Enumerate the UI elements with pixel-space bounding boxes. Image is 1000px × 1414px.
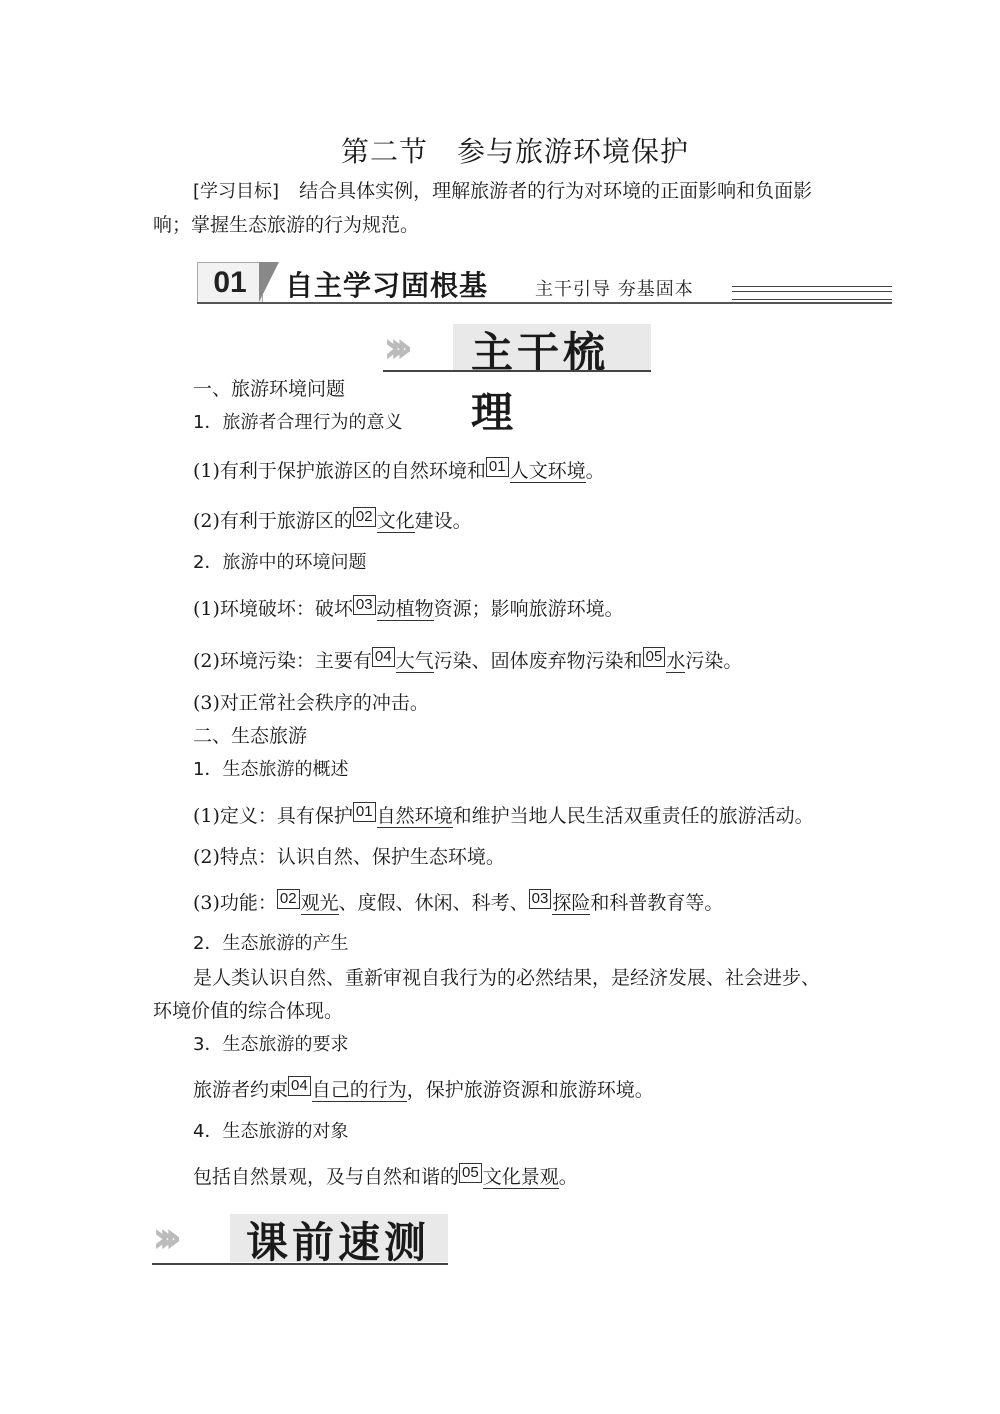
text: 建设。	[414, 510, 472, 532]
learning-goal-text-cont: 响；掌握生态旅游的行为规范。	[153, 214, 420, 236]
learning-goal	[193, 176, 863, 207]
banner-number: 01	[197, 262, 263, 304]
fill-item-6	[193, 801, 814, 831]
text: 和科普教育等。	[590, 892, 724, 914]
text: 。	[558, 1166, 578, 1188]
blank-number-box: 05	[459, 1163, 482, 1183]
heading-2: 二、生态旅游	[193, 725, 308, 747]
fill-item-2	[193, 506, 472, 536]
subheading-2-1: 1．生态旅游的概述	[193, 759, 349, 780]
answer-text: 大气	[395, 650, 434, 672]
blank-number-box: 01	[353, 802, 376, 822]
answer-text: 探险	[552, 892, 591, 914]
blank-number-box: 05	[643, 647, 666, 667]
banner-title: 自主学习固根基	[285, 269, 489, 302]
subheading-2-3: 3．生态旅游的要求	[193, 1034, 349, 1055]
text: (1)有利于保护旅游区的自然环境和	[193, 460, 486, 482]
text: (2)环境污染：主要有	[193, 650, 372, 672]
blank-number-box: 03	[353, 595, 376, 615]
subheading-2-4: 4．生态旅游的对象	[193, 1121, 349, 1142]
text: 包括自然景观，及与自然和谐的	[193, 1166, 460, 1188]
text: (3)功能：	[193, 892, 277, 914]
blank-number-box: 04	[288, 1076, 311, 1096]
section-heading-title: 课前速测	[246, 1218, 431, 1267]
section-heading-title: 主干梳理	[471, 328, 610, 437]
section-banner	[197, 262, 892, 304]
fill-item-10	[193, 1075, 654, 1105]
banner-triangle	[259, 262, 279, 302]
section-heading-underline	[383, 370, 651, 372]
chevrons-icon: ›››	[152, 1212, 171, 1263]
learning-goal-text: 结合具体实例，理解旅游者的行为对环境的正面影响和负面影	[299, 180, 813, 202]
text: 。	[585, 460, 605, 482]
banner-decor-lines	[732, 286, 892, 300]
answer-text: 观光	[300, 892, 339, 914]
section-heading-underline	[152, 1263, 448, 1265]
subheading-1-2: 2．旅游中的环境问题	[193, 552, 367, 573]
chevrons-icon: ›››	[383, 322, 402, 373]
text: (1)环境破坏：破坏	[193, 598, 353, 620]
answer-text: 文化	[376, 510, 415, 532]
answer-text: 人文环境	[509, 460, 586, 482]
page-title: 第二节 参与旅游环境保护	[340, 135, 689, 168]
fill-item-8	[193, 888, 723, 918]
answer-text: 文化景观	[482, 1166, 559, 1188]
text: 污染、固体废弃物污染和	[433, 650, 643, 672]
subheading-2-2: 2．生态旅游的产生	[193, 933, 349, 954]
text: 污染。	[685, 650, 743, 672]
text: 旅游者约束	[193, 1079, 289, 1101]
fill-item-4	[193, 646, 742, 676]
heading-1: 一、旅游环境问题	[193, 378, 346, 400]
paragraph-9-cont: 环境价值的综合体现。	[153, 1000, 344, 1022]
fill-item-3	[193, 594, 624, 624]
item-7: (2)特点：认识自然、保护生态环境。	[193, 846, 505, 868]
section-heading-main	[383, 318, 653, 437]
answer-text: 动植物	[376, 598, 434, 620]
subheading-1-1: 1．旅游者合理行为的意义	[193, 412, 403, 433]
text: 资源；影响旅游环境。	[433, 598, 624, 620]
blank-number-box: 01	[486, 457, 509, 477]
blank-number-box: 04	[372, 647, 395, 667]
learning-goal-label: [学习目标]	[193, 181, 280, 202]
section-heading-quiz	[152, 1208, 452, 1267]
fill-item-1	[193, 456, 605, 486]
blank-number-box: 03	[529, 889, 552, 909]
item-5: (3)对正常社会秩序的冲击。	[193, 692, 429, 714]
answer-text: 水	[666, 650, 686, 672]
paragraph-9: 是人类认识自然、重新审视自我行为的必然结果，是经济发展、社会进步、	[193, 967, 821, 989]
text: ，保护旅游资源和旅游环境。	[406, 1079, 654, 1101]
answer-text: 自己的行为	[311, 1079, 407, 1101]
text: (1)定义：具有保护	[193, 805, 353, 827]
fill-item-11	[193, 1162, 578, 1192]
blank-number-box: 02	[353, 507, 376, 527]
banner-baseline	[197, 302, 892, 304]
answer-text: 自然环境	[376, 805, 453, 827]
text: (2)有利于旅游区的	[193, 510, 353, 532]
text: 和维护当地人民生活双重责任的旅游活动。	[452, 805, 814, 827]
text: 、度假、休闲、科考、	[338, 892, 529, 914]
blank-number-box: 02	[277, 889, 300, 909]
banner-subtitle: 主干引导 夯基固本	[535, 279, 694, 300]
